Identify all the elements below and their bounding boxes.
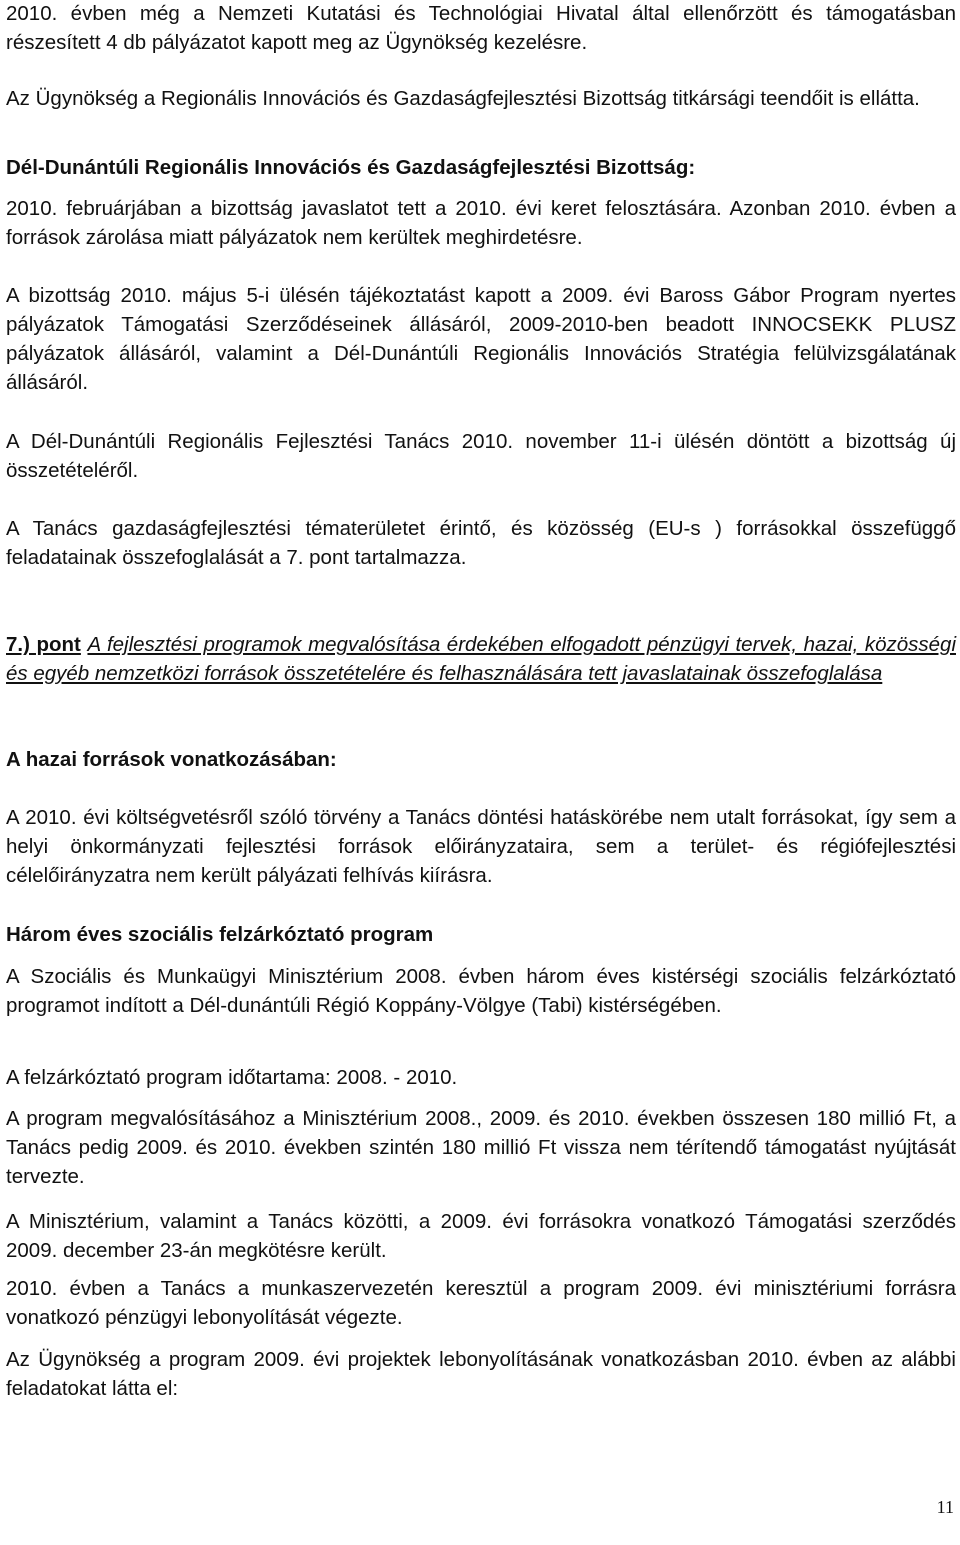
paragraph-2010-management: 2010. évben a Tanács a munkaszervezetén keresztül a program 2009. évi minisztériumi forrásra vonatkozó pénzügyi lebonyolítását végezte.	[6, 1277, 956, 1329]
page-number: 11	[936, 1497, 954, 1517]
paragraph-funding: A program megvalósításához a Minisztérium 2008., 2009. és 2010. években összesen 180 millió Ft, a Tanács pedig 2009. és 2010. években szintén 180 millió Ft vissza nem térítendő támogatást nyújtását tervezte.	[6, 1107, 956, 1188]
paragraph-council-summary: A Tanács gazdaságfejlesztési tématerületet érintő, és közösség (EU-s ) forrásokkal összefüggő feladatainak összefoglalását a 7. pont tartalmazza.	[6, 517, 956, 569]
heading-committee: Dél-Dunántúli Regionális Innovációs és Gazdaságfejlesztési Bizottság:	[6, 156, 696, 179]
section-7-title: A fejlesztési programok megvalósítása érdekében elfogadott pénzügyi tervek, hazai, közösségi és egyéb nemzetközi források összetételére és felhasználására tett javaslatainak összefoglalása	[6, 633, 956, 685]
heading-domestic-sources: A hazai források vonatkozásában:	[6, 748, 337, 771]
paragraph-agency-tasks: Az Ügynökség a program 2009. évi projektek lebonyolításának vonatkozásban 2010. évben az alábbi feladatokat látta el:	[6, 1348, 956, 1400]
paragraph-contract: A Minisztérium, valamint a Tanács közötti, a 2009. évi forrásokra vonatkozó Támogatási szerződés 2009. december 23-án megkötésre került.	[6, 1210, 956, 1262]
paragraph-november: A Dél-Dunántúli Regionális Fejlesztési Tanács 2010. november 11-i ülésén döntött a bizottság új összetételéről.	[6, 430, 956, 482]
section-7-label: 7.) pont	[6, 633, 81, 656]
section-7-heading	[6, 630, 956, 688]
paragraph-may-meeting: A bizottság 2010. május 5-i ülésén tájékoztatást kapott a 2009. évi Baross Gábor Program nyertes pályázatok Támogatási Szerződéseinek állásáról, 2009-2010-ben beadott INNOCSEKK PLUSZ pályázatok állásáról, valamint a Dél-Dunántúli Regionális Innovációs Stratégia felülvizsgálatának állásáról.	[6, 284, 956, 394]
paragraph-duration: A felzárkóztató program időtartama: 2008. - 2010.	[6, 1066, 458, 1089]
paragraph-nkth: 2010. évben még a Nemzeti Kutatási és Technológiai Hivatal által ellenőrzött és támogatásban részesített 4 db pályázatot kapott meg az Ügynökség kezelésre.	[6, 2, 956, 54]
paragraph-february: 2010. februárjában a bizottság javaslatot tett a 2010. évi keret felosztására. Azonban 2010. évben a források zárolása miatt pályázatok nem kerültek meghirdetésre.	[6, 197, 956, 249]
heading-social-program: Három éves szociális felzárkóztató program	[6, 923, 434, 946]
paragraph-budget-law: A 2010. évi költségvetésről szóló törvény a Tanács döntési hatáskörébe nem utalt forrásokat, így sem a helyi önkormányzati fejlesztési források előirányzataira, sem a terület- és régiófejlesztési célelőirányzatra nem került pályázati felhívás kiírásra.	[6, 806, 956, 887]
paragraph-ministry-program: A Szociális és Munkaügyi Minisztérium 2008. évben három éves kistérségi szociális felzárkóztató programot indított a Dél-dunántúli Régió Koppány-Völgye (Tabi) kistérségében.	[6, 965, 956, 1017]
paragraph-secretariat: Az Ügynökség a Regionális Innovációs és Gazdaságfejlesztési Bizottság titkársági teendőit is ellátta.	[6, 87, 920, 110]
